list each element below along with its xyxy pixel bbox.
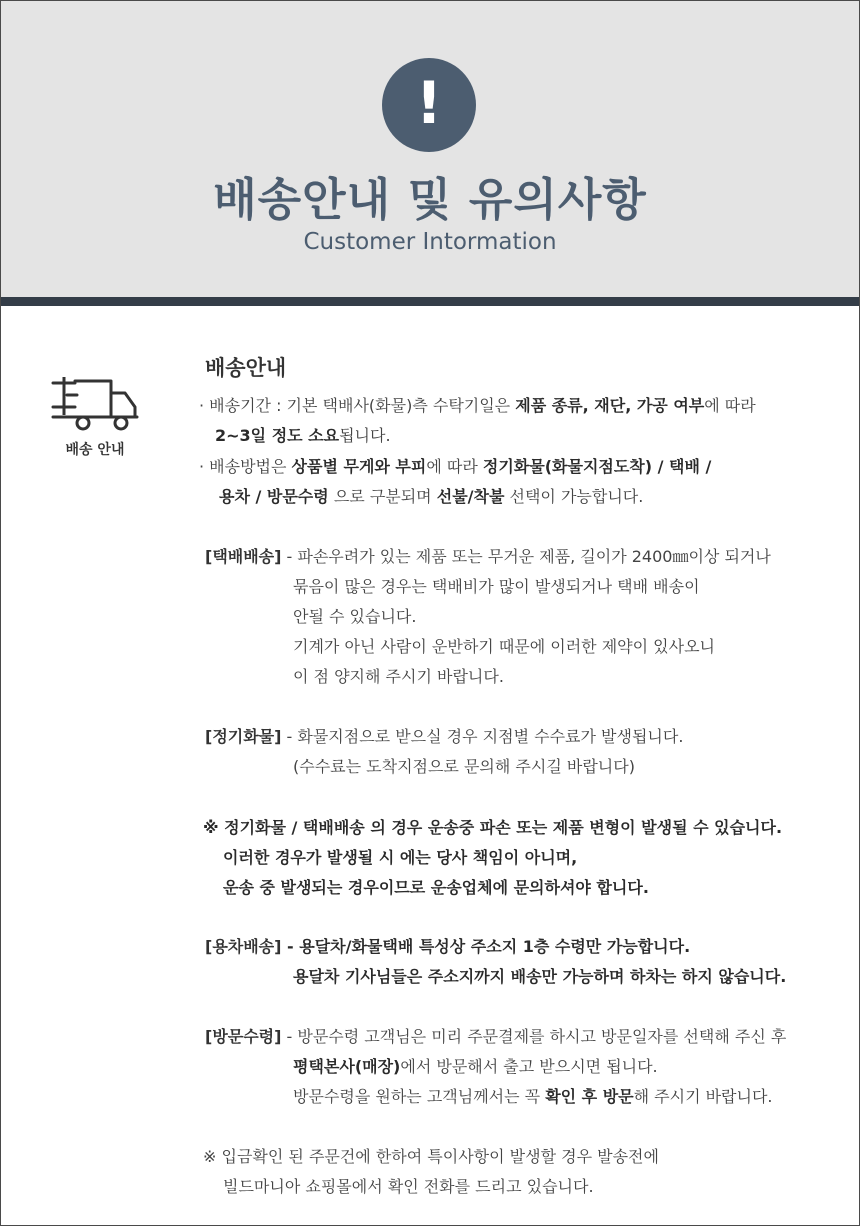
notice-line-3: 운송 중 발생되는 경우이므로 운송업체에 문의하셔야 합니다.	[223, 878, 649, 897]
text: - 용달차/화물택배 특성상 주소지 1층 수령만 가능합니다.	[281, 937, 691, 956]
delivery-sidebar	[49, 371, 141, 458]
header-divider	[1, 297, 859, 306]
parcel-line-1	[205, 542, 771, 572]
alert-symbol: !	[415, 69, 443, 137]
text: 에 따라	[704, 396, 756, 415]
payment-notice-1: ※ 입금확인 된 주문건에 한하여 특이사항이 발생할 경우 발송전에	[203, 1147, 659, 1166]
text: - 파손우려가 있는 제품 또는 무거운 제품, 길이가 2400㎜이상 되거나	[281, 547, 771, 566]
text: - 방문수령 고객님은 미리 주문결제를 하시고 방문일자를 선택해 주신 후	[281, 1027, 787, 1046]
text-bold: 제품 종류, 재단, 가공 여부	[515, 396, 705, 415]
text: 으로 구분되며	[328, 487, 437, 506]
period-line-2	[215, 421, 391, 451]
notice-line-2: 이러한 경우가 발생될 시 에는 당사 책임이 아니며,	[223, 848, 578, 867]
pickup-line-2	[293, 1052, 658, 1082]
method-line-2	[219, 482, 643, 512]
freight-line-1	[205, 722, 683, 752]
truck-line-1	[205, 932, 690, 962]
pickup-line-3	[293, 1082, 773, 1112]
text-bold: 용차 / 방문수령	[219, 487, 329, 506]
page-title: 배송안내 및 유의사항	[213, 173, 647, 226]
parcel-tag: [택배배송]	[205, 547, 282, 566]
pickup-tag: [방문수령]	[205, 1027, 282, 1046]
period-line-1	[199, 391, 756, 421]
section-title: 배송안내	[205, 356, 287, 380]
text: 에서 방문해서 출고 받으시면 됩니다.	[400, 1057, 658, 1076]
text-bold: 평택본사(매장)	[293, 1057, 401, 1076]
text: · 배송기간 : 기본 택배사(화물)측 수탁기일은	[199, 396, 516, 415]
text-bold: 2~3일 정도 소요	[215, 426, 340, 445]
delivery-truck-icon	[49, 371, 141, 435]
parcel-line-5: 이 점 양지해 주시기 바랍니다.	[293, 667, 504, 686]
text-bold: 상품별 무게와 부피	[291, 457, 427, 476]
method-line-1	[199, 452, 711, 482]
text: 해 주시기 바랍니다.	[633, 1087, 773, 1106]
text-bold: 확인 후 방문	[545, 1087, 634, 1106]
text: 에 따라	[426, 457, 483, 476]
page-subtitle: Customer Intormation	[303, 229, 557, 255]
payment-notice-2: 빌드마니아 쇼핑몰에서 확인 전화를 드리고 있습니다.	[223, 1177, 594, 1196]
text: · 배송방법은	[199, 457, 292, 476]
sidebar-label: 배송 안내	[65, 442, 125, 458]
pickup-line-1	[205, 1022, 786, 1052]
text-bold: 정기화물(화물지점도착) / 택배 /	[482, 457, 712, 476]
text: 방문수령을 원하는 고객님께서는 꼭	[293, 1087, 546, 1106]
notice-line-1: ※ 정기화물 / 택배배송 의 경우 운송중 파손 또는 제품 변형이 발생될 수 있습니다.	[203, 818, 783, 837]
freight-line-2: (수수료는 도착지점으로 문의해 주시길 바랍니다)	[293, 757, 635, 776]
text-bold: 선불/착불	[436, 487, 505, 506]
alert-icon	[382, 58, 476, 152]
parcel-line-2: 묶음이 많은 경우는 택배비가 많이 발생되거나 택배 배송이	[293, 577, 700, 596]
header-banner	[1, 1, 859, 297]
text: 됩니다.	[339, 426, 391, 445]
parcel-line-4: 기계가 아닌 사람이 운반하기 때문에 이러한 제약이 있사오니	[293, 637, 716, 656]
truck-line-2: 용달차 기사님들은 주소지까지 배송만 가능하며 하차는 하지 않습니다.	[293, 967, 787, 986]
text: 선택이 가능합니다.	[504, 487, 644, 506]
freight-tag: [정기화물]	[205, 727, 282, 746]
truck-tag: [용차배송]	[205, 937, 282, 956]
parcel-line-3: 안될 수 있습니다.	[293, 607, 417, 626]
text: - 화물지점으로 받으실 경우 지점별 수수료가 발생됩니다.	[281, 727, 684, 746]
